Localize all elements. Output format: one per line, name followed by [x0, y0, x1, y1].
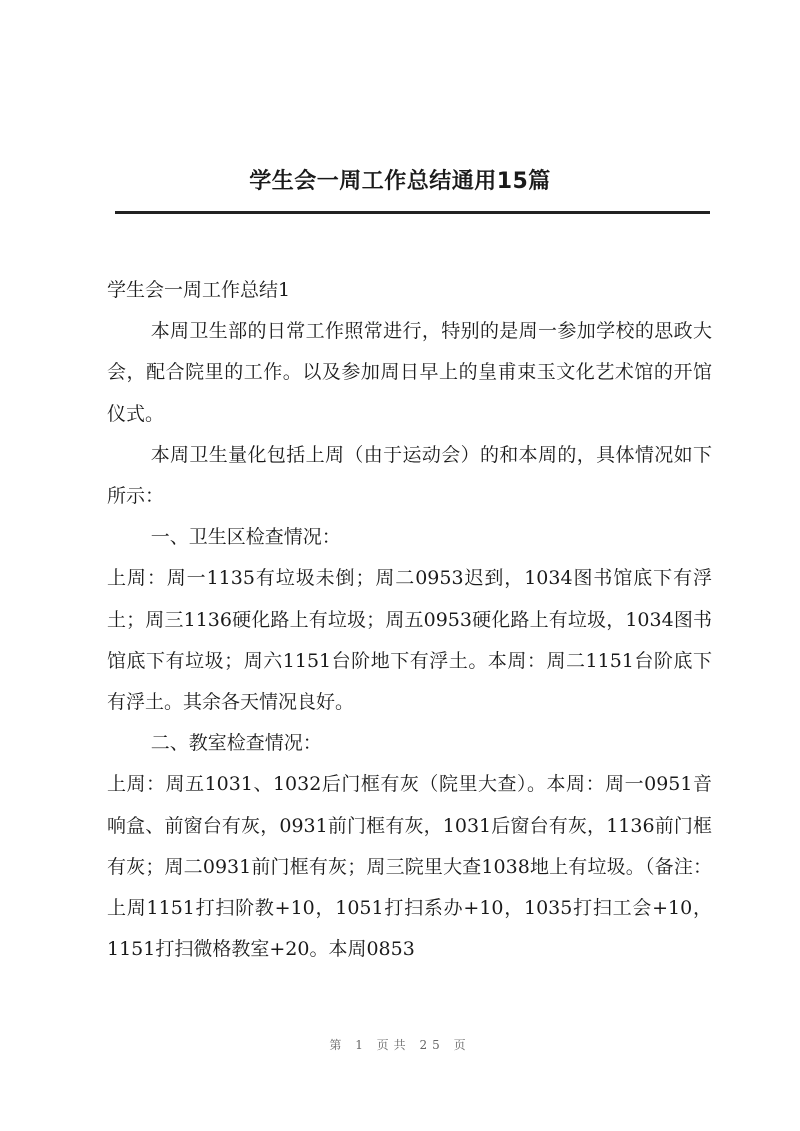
section-heading: 学生会一周工作总结1: [107, 279, 291, 301]
document-body: [107, 270, 712, 970]
paragraph-summary: 本周卫生量化包括上周（由于运动会）的和本周的，具体情况如下所示：: [107, 443, 712, 508]
paragraph-classroom-details: 上周：周五1031、1032后门框有灰（院里大查）。本周：周一0951音响盒、前窗台有灰，0931前门框有灰，1031后窗台有灰，1136前门框有灰；周二0931前门框有灰；周三院里大查1038地上有垃圾。（备注：上周1151打扫阶教+10，1051打扫系办+10，1035打扫工会+10，1151打扫微格教室+20。本周0853: [107, 773, 712, 961]
page-number-footer: 第 1 页共 25 页: [329, 1038, 471, 1052]
subheading-hygiene-area: 一、卫生区检查情况：: [150, 526, 341, 549]
title-underline: [115, 211, 710, 214]
document-title: 学生会一周工作总结通用15篇: [249, 169, 551, 194]
subheading-classroom: 二、教室检查情况：: [150, 732, 322, 755]
paragraph-intro: 本周卫生部的日常工作照常进行，特别的是周一参加学校的思政大会，配合院里的工作。以及参加周日早上的皇甫束玉文化艺术馆的开馆仪式。: [107, 320, 712, 425]
paragraph-hygiene-area-details: 上周：周一1135有垃圾未倒；周二0953迟到，1034图书馆底下有浮土；周三1136硬化路上有垃圾；周五0953硬化路上有垃圾，1034图书馆底下有垃圾；周六1151台阶地下有浮土。本周：周二1151台阶底下有浮土。其余各天情况良好。: [107, 567, 712, 714]
